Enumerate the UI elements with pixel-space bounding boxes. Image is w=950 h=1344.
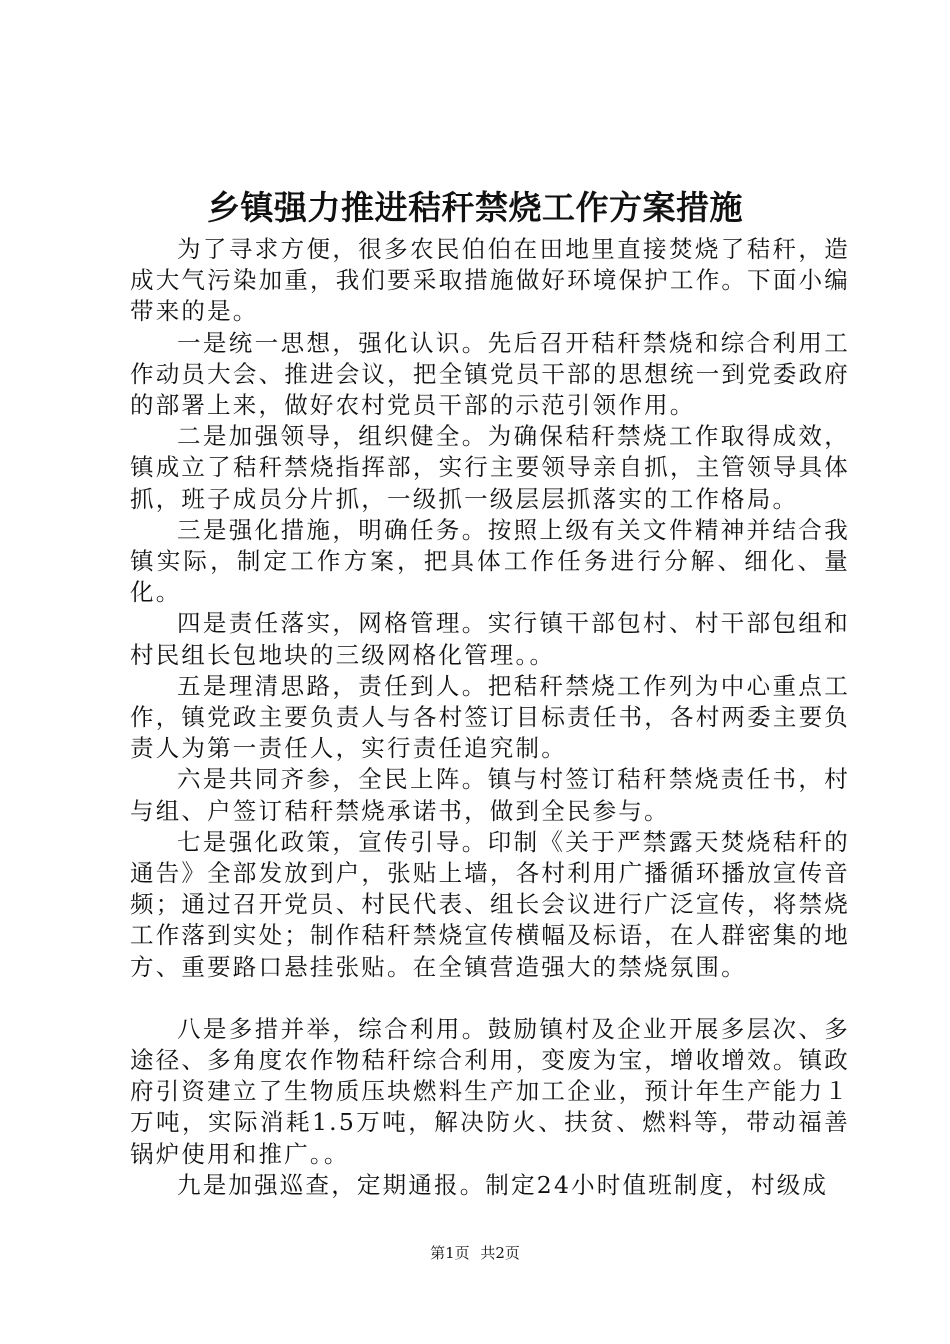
document-body xyxy=(130,234,850,1201)
paragraph-intro: 为了寻求方便，很多农民伯伯在田地里直接焚烧了秸秆，造成大气污染加重，我们要采取措施做好环境保护工作。下面小编带来的是。 xyxy=(130,235,850,326)
page-number: 第1页 xyxy=(430,1244,470,1262)
page-total: 共2页 xyxy=(480,1244,520,1262)
document-title: 乡镇强力推进秸秆禁烧工作方案措施 xyxy=(207,188,743,227)
paragraph-point-1: 一是统一思想，强化认识。先后召开秸秆禁烧和综合利用工作动员大会、推进会议，把全镇党员干部的思想统一到党委政府的部署上来，做好农村党员干部的示范引领作用。 xyxy=(130,328,850,420)
paragraph-point-9: 九是加强巡查，定期通报。制定24小时值班制度，村级成 xyxy=(177,1170,829,1199)
page-footer xyxy=(0,1243,950,1263)
paragraph-gap xyxy=(130,983,850,1014)
paragraph-point-5: 五是理清思路，责任到人。把秸秆禁烧工作列为中心重点工作，镇党政主要负责人与各村签订目标责任书，各村两委主要负责人为第一责任人，实行责任追究制。 xyxy=(130,671,850,763)
paragraph-point-8: 八是多措并举，综合利用。鼓励镇村及企业开展多层次、多途径、多角度农作物秸秆综合利用，变废为宝，增收增效。镇政府引资建立了生物质压块燃料生产加工企业，预计年生产能力１万吨，实际消耗1.5万吨，解决防火、扶贫、燃料等，带动福善锅炉使用和推广。。 xyxy=(130,1014,850,1168)
paragraph-point-4: 四是责任落实，网格管理。实行镇干部包村、村干部包组和村民组长包地块的三级网格化管理。。 xyxy=(130,609,850,669)
paragraph-point-3: 三是强化措施，明确任务。按照上级有关文件精神并结合我镇实际，制定工作方案，把具体工作任务进行分解、细化、量化。 xyxy=(130,515,850,607)
paragraph-point-7: 七是强化政策，宣传引导。印制《关于严禁露天焚烧秸秆的通告》全部发放到户，张贴上墙，各村利用广播循环播放宣传音频；通过召开党员、村民代表、组长会议进行广泛宣传，将禁烧工作落到实处；制作秸秆禁烧宣传横幅及标语，在人群密集的地方、重要路口悬挂张贴。在全镇营造强大的禁烧氛围。 xyxy=(130,827,850,981)
paragraph-point-2: 二是加强领导，组织健全。为确保秸秆禁烧工作取得成效，镇成立了秸秆禁烧指挥部，实行主要领导亲自抓，主管领导具体抓，班子成员分片抓，一级抓一级层层抓落实的工作格局。 xyxy=(130,422,850,513)
paragraph-point-6: 六是共同齐参，全民上阵。镇与村签订秸秆禁烧责任书，村与组、户签订秸秆禁烧承诺书，做到全民参与。 xyxy=(130,765,850,825)
